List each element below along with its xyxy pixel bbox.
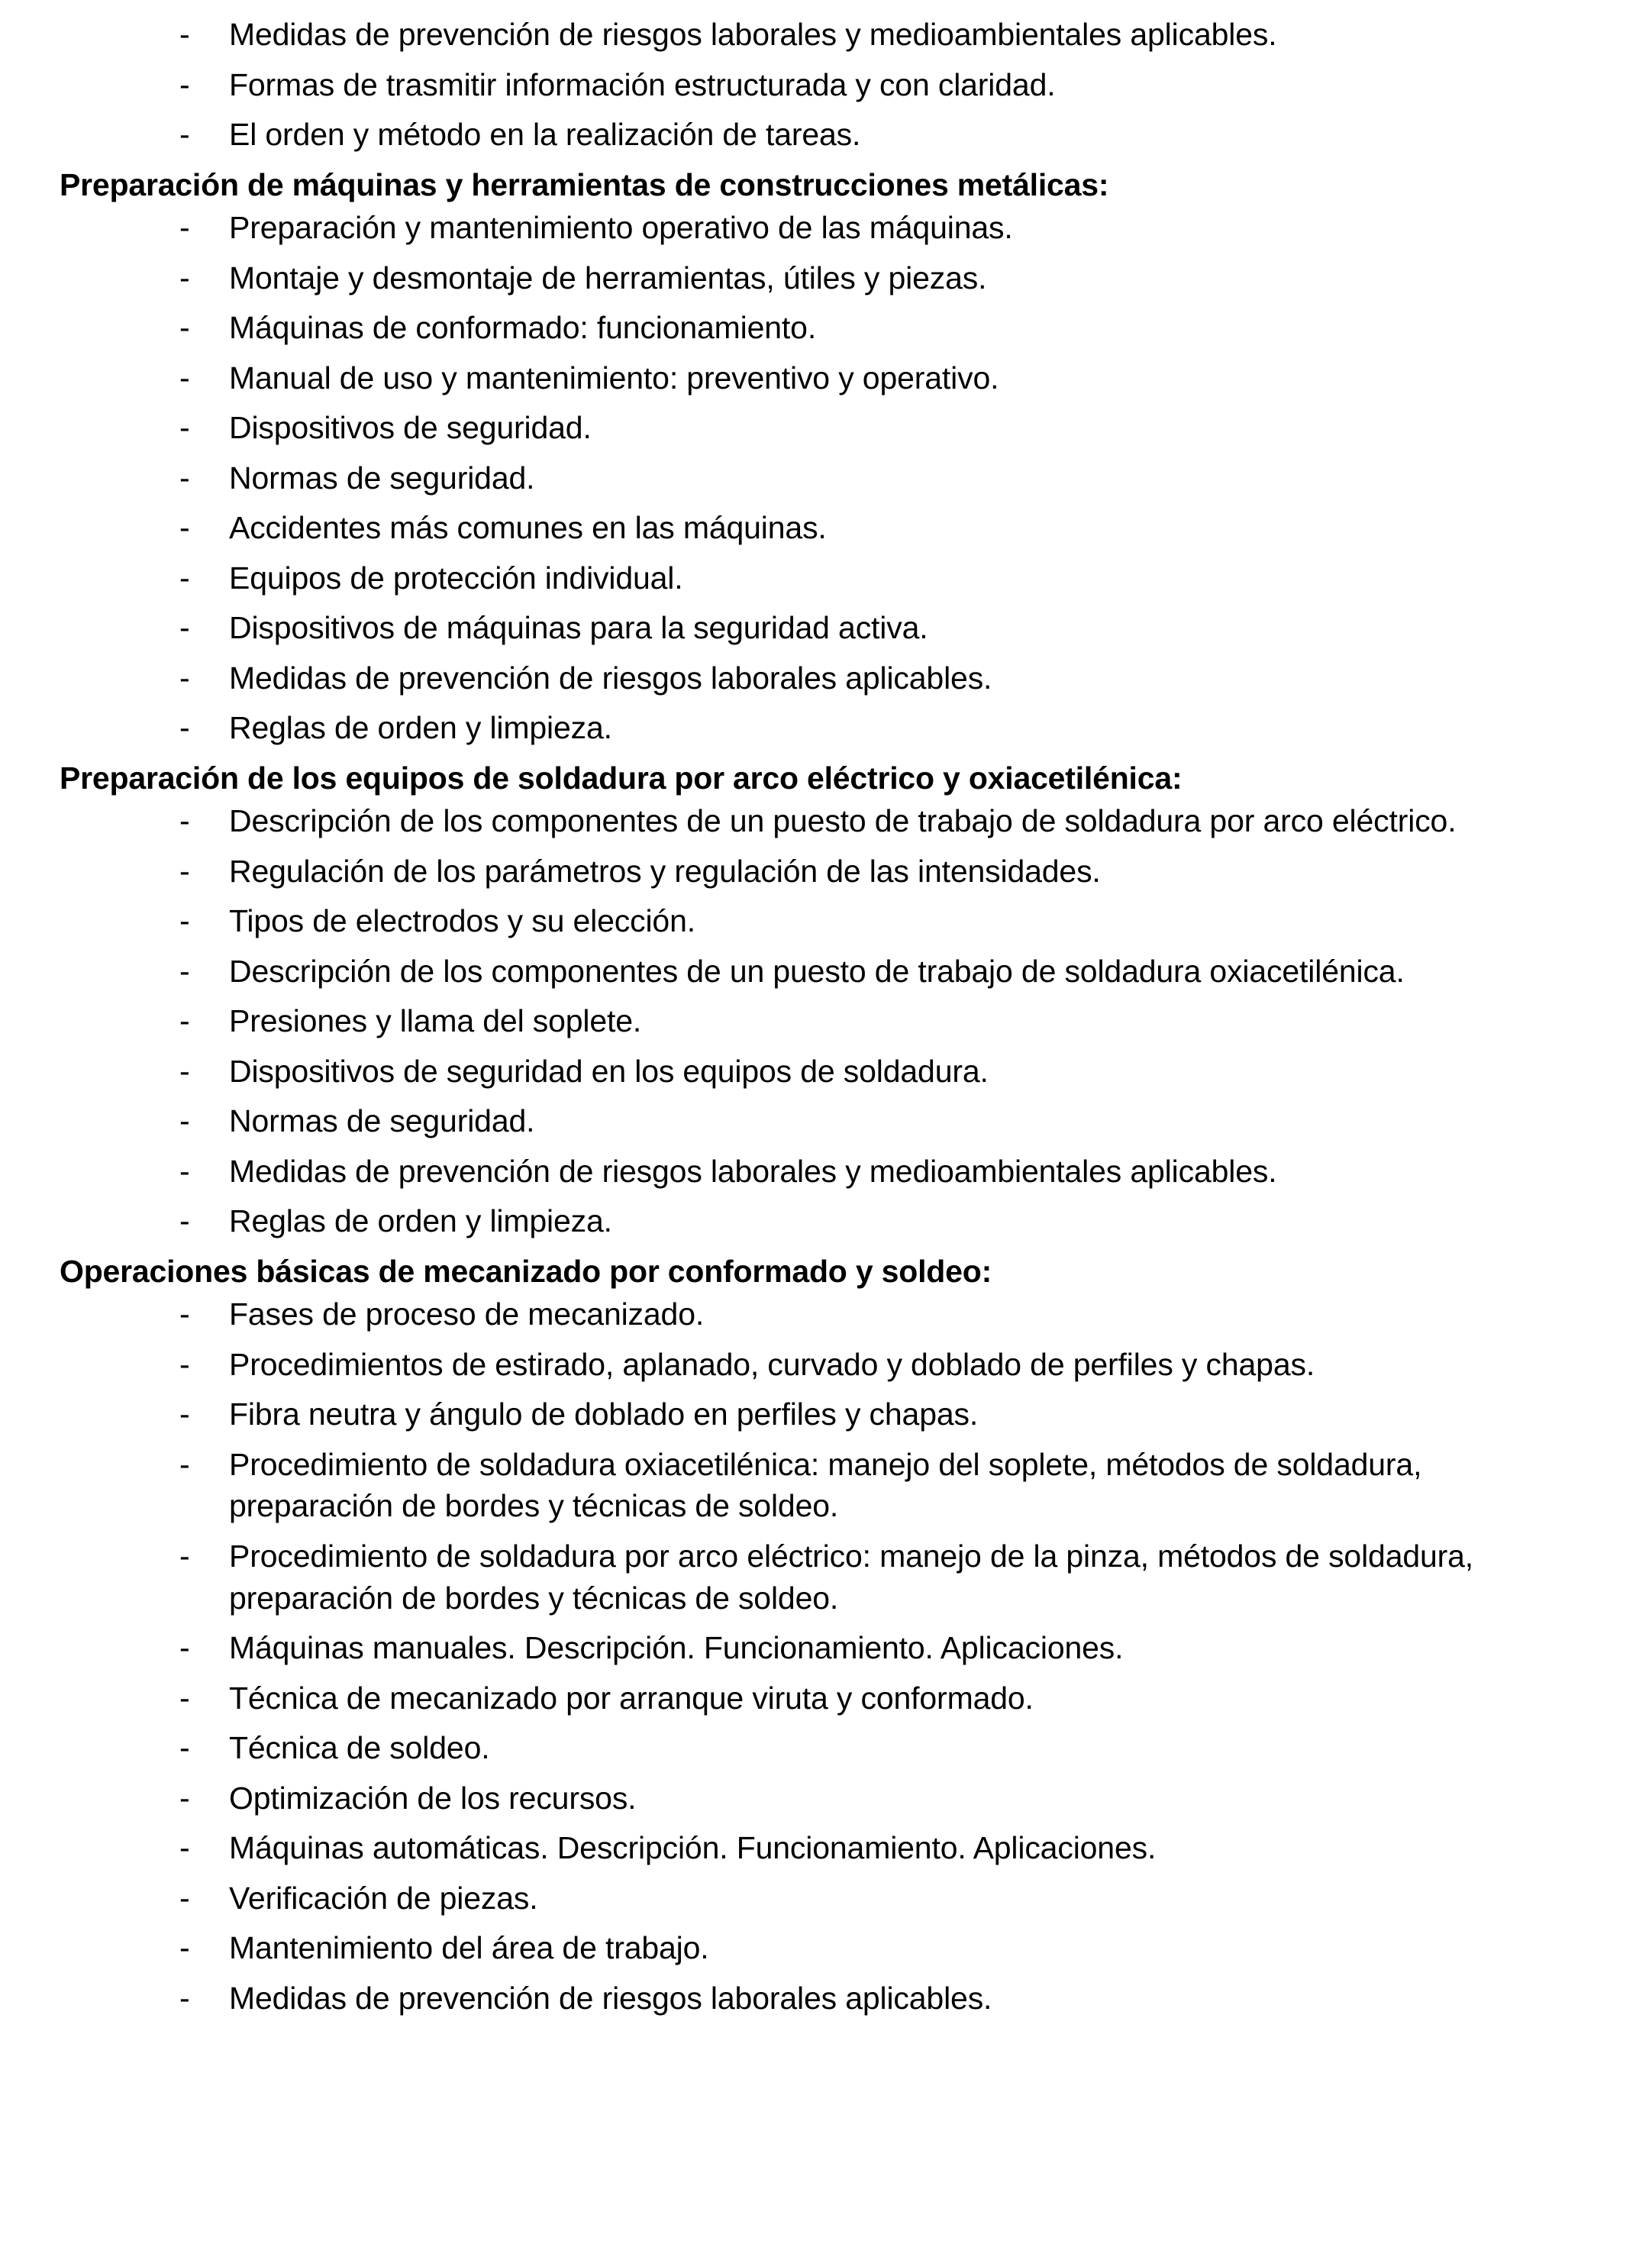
bullet-dash-icon: -: [179, 310, 190, 346]
bullet-dash-icon: -: [179, 1296, 190, 1332]
list-item-text: Accidentes más comunes en las máquinas.: [229, 510, 827, 546]
list-item-text: Normas de seguridad.: [229, 460, 535, 496]
bullet-dash-icon: -: [179, 117, 190, 153]
bullet-dash-icon: -: [179, 17, 190, 52]
section-heading: Preparación de los equipos de soldadura por arco eléctrico y oxiacetilénica:: [60, 760, 1183, 796]
list-item-text: Montaje y desmontaje de herramientas, útiles y piezas.: [229, 260, 987, 295]
section-heading: Preparación de máquinas y herramientas de construcciones metálicas:: [60, 166, 1109, 202]
list-item: [53, 1778, 1568, 1819]
list-item-text: Descripción de los componentes de un puesto de trabajo de soldadura por arco eléctrico.: [229, 803, 1457, 839]
list-item-text: Procedimiento de soldadura oxiacetilénica: manejo del soplete, métodos de soldadura, preparación de bordes y técnicas de soldeo.: [229, 1446, 1422, 1524]
bullet-dash-icon: -: [179, 1880, 190, 1916]
list-item-text: Medidas de prevención de riesgos laborales aplicables.: [229, 1980, 992, 2016]
list-item-text: Dispositivos de seguridad.: [229, 410, 592, 446]
list-item-text: Reglas de orden y limpieza.: [229, 1203, 612, 1239]
bullet-dash-icon: -: [179, 710, 190, 746]
bullet-dash-icon: -: [179, 953, 190, 989]
bullet-dash-icon: -: [179, 903, 190, 939]
list-item: [53, 407, 1568, 449]
list-item: [53, 1000, 1568, 1042]
list-item: [53, 307, 1568, 349]
bullet-dash-icon: -: [179, 210, 190, 246]
bullet-dash-icon: -: [179, 1980, 190, 2016]
list-item: [53, 1677, 1568, 1719]
bullet-dash-icon: -: [179, 1538, 190, 1574]
bullet-dash-icon: -: [179, 803, 190, 839]
list-item-text: Dispositivos de máquinas para la seguridad activa.: [229, 610, 928, 646]
list-item-text: Preparación y mantenimiento operativo de las máquinas.: [229, 210, 1013, 246]
list-item: [53, 507, 1568, 549]
list-item-text: Máquinas de conformado: funcionamiento.: [229, 310, 817, 346]
list-item-text: Equipos de protección individual.: [229, 560, 683, 596]
list-item: [53, 1535, 1568, 1619]
list-item-text: Optimización de los recursos.: [229, 1780, 637, 1816]
bullet-dash-icon: -: [179, 510, 190, 546]
list-item-text: Mantenimiento del área de trabajo.: [229, 1930, 709, 1966]
list-item: [53, 1727, 1568, 1769]
list-item-text: Máquinas automáticas. Descripción. Funcionamiento. Aplicaciones.: [229, 1830, 1157, 1866]
list-item-text: Técnica de soldeo.: [229, 1730, 490, 1766]
list-item-text: Medidas de prevención de riesgos laborales aplicables.: [229, 660, 992, 696]
list-item-text: Formas de trasmitir información estructurada y con claridad.: [229, 66, 1056, 102]
list-item: [53, 800, 1568, 842]
list-item-text: Máquinas manuales. Descripción. Funcionamiento. Aplicaciones.: [229, 1630, 1124, 1666]
list-item: [53, 64, 1568, 106]
list-item-text: Técnica de mecanizado por arranque viruta y conformado.: [229, 1680, 1034, 1716]
list-item: [53, 1200, 1568, 1242]
list-item: [53, 1051, 1568, 1093]
bullet-dash-icon: -: [179, 853, 190, 889]
document-body: [53, 14, 1568, 2019]
list-item: [53, 1927, 1568, 1969]
list-item: [53, 1978, 1568, 2020]
list-item: [53, 707, 1568, 749]
list-item: [53, 1444, 1568, 1527]
bullet-dash-icon: -: [179, 560, 190, 596]
bullet-dash-icon: -: [179, 1003, 190, 1039]
list-item: [53, 1878, 1568, 1920]
bullet-dash-icon: -: [179, 1346, 190, 1382]
list-item-text: Fases de proceso de mecanizado.: [229, 1296, 705, 1332]
list-item-text: Presiones y llama del soplete.: [229, 1003, 642, 1039]
bullet-dash-icon: -: [179, 1396, 190, 1432]
list-item: [53, 207, 1568, 249]
list-item-text: Tipos de electrodos y su elección.: [229, 903, 695, 939]
list-item: [53, 851, 1568, 893]
bullet-dash-icon: -: [179, 410, 190, 446]
list-item: [53, 951, 1568, 993]
list-item-text: Medidas de prevención de riesgos laborales y medioambientales aplicables.: [229, 1153, 1277, 1189]
bullet-dash-icon: -: [179, 360, 190, 396]
list-item: [53, 900, 1568, 942]
list-item: [53, 457, 1568, 499]
bullet-dash-icon: -: [179, 1053, 190, 1089]
list-item-text: Normas de seguridad.: [229, 1103, 535, 1139]
list-item: [53, 357, 1568, 399]
list-item: [53, 1627, 1568, 1669]
list-item-text: Manual de uso y mantenimiento: preventivo y operativo.: [229, 360, 999, 396]
list-item: [53, 1151, 1568, 1193]
bullet-dash-icon: -: [179, 1730, 190, 1766]
list-item: [53, 1293, 1568, 1335]
bullet-dash-icon: -: [179, 260, 190, 295]
bullet-dash-icon: -: [179, 460, 190, 496]
list-item: [53, 1827, 1568, 1869]
list-item: [53, 1344, 1568, 1386]
list-item: [53, 557, 1568, 599]
bullet-dash-icon: -: [179, 66, 190, 102]
bullet-dash-icon: -: [179, 1446, 190, 1482]
list-item: [53, 257, 1568, 299]
list-item: [53, 14, 1568, 56]
list-item-text: El orden y método en la realización de tareas.: [229, 117, 861, 153]
bullet-dash-icon: -: [179, 1153, 190, 1189]
list-item: [53, 114, 1568, 156]
bullet-dash-icon: -: [179, 660, 190, 696]
list-item-text: Procedimiento de soldadura por arco eléctrico: manejo de la pinza, métodos de soldadura, preparación de bordes y técnicas de soldeo.: [229, 1538, 1474, 1616]
bullet-dash-icon: -: [179, 1680, 190, 1716]
list-item-text: Fibra neutra y ángulo de doblado en perfiles y chapas.: [229, 1396, 979, 1432]
list-item-text: Regulación de los parámetros y regulación de las intensidades.: [229, 853, 1101, 889]
bullet-dash-icon: -: [179, 1103, 190, 1139]
list-item-text: Procedimientos de estirado, aplanado, curvado y doblado de perfiles y chapas.: [229, 1346, 1315, 1382]
list-item: [53, 1100, 1568, 1142]
list-item-text: Medidas de prevención de riesgos laborales y medioambientales aplicables.: [229, 17, 1277, 52]
list-item-text: Verificación de piezas.: [229, 1880, 538, 1916]
bullet-dash-icon: -: [179, 1203, 190, 1239]
bullet-dash-icon: -: [179, 1630, 190, 1666]
list-item-text: Reglas de orden y limpieza.: [229, 710, 612, 746]
list-item: [53, 1393, 1568, 1435]
list-item: [53, 657, 1568, 699]
bullet-dash-icon: -: [179, 1930, 190, 1966]
bullet-dash-icon: -: [179, 1830, 190, 1866]
list-item: [53, 607, 1568, 649]
bullet-dash-icon: -: [179, 1780, 190, 1816]
list-item-text: Descripción de los componentes de un puesto de trabajo de soldadura oxiacetilénica.: [229, 953, 1405, 989]
section-heading: Operaciones básicas de mecanizado por conformado y soldeo:: [60, 1253, 992, 1289]
bullet-dash-icon: -: [179, 610, 190, 646]
list-item-text: Dispositivos de seguridad en los equipos de soldadura.: [229, 1053, 989, 1089]
